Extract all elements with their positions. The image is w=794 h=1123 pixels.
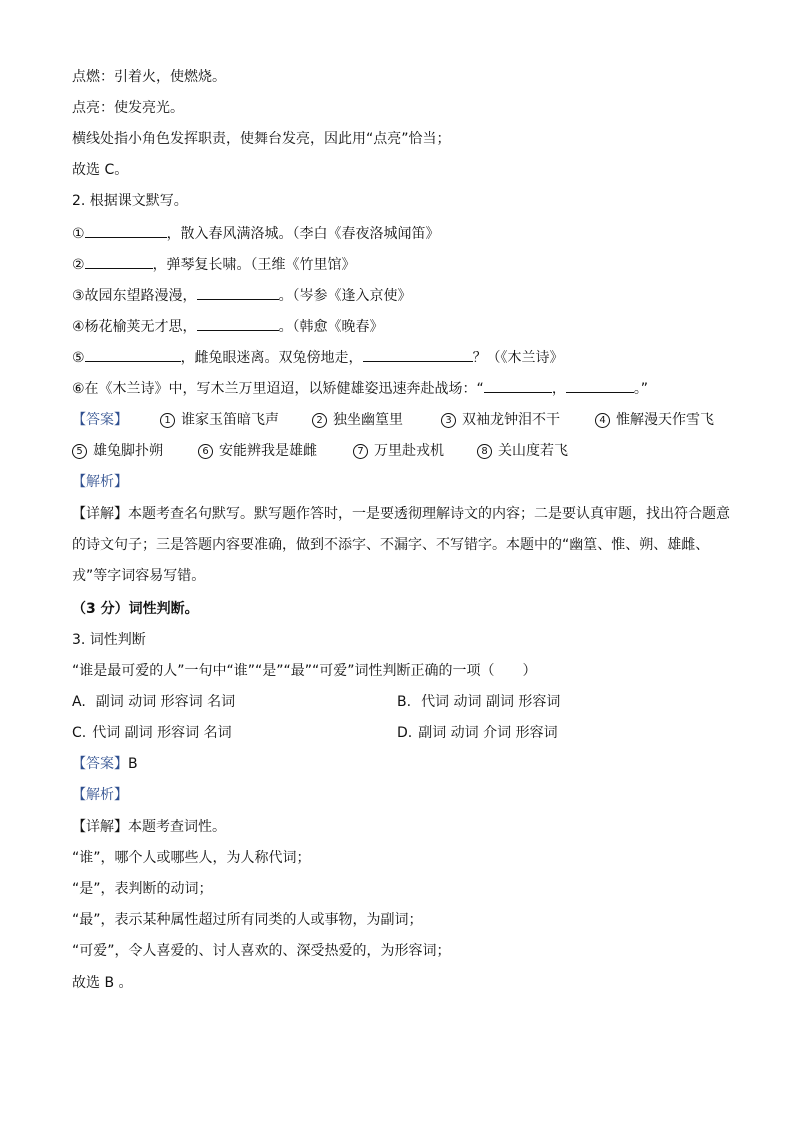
option-a[interactable]: [72, 692, 235, 712]
item-prefix: ⑤: [72, 350, 85, 366]
answer-item: [312, 410, 403, 430]
q3-options-row-2: [72, 723, 732, 743]
option-text: 代词 动词 副词 形容词: [421, 694, 561, 710]
q3-answer: [72, 754, 138, 774]
answer-blank[interactable]: [363, 347, 473, 362]
answer-blank[interactable]: [566, 378, 634, 393]
answer-text: 安能辨我是雄雌: [219, 443, 317, 459]
q3-detail-intro: [72, 817, 226, 837]
option-text: 副词 动词 形容词 名词: [95, 694, 236, 710]
option-label: A.: [72, 694, 86, 710]
answer-text: 雄兔脚扑朔: [93, 443, 163, 459]
q2-item-5: [72, 347, 564, 368]
circled-number: 4: [595, 413, 610, 428]
item-middle: ，雌兔眼迷离。双兔傍地走，: [180, 350, 363, 366]
option-c[interactable]: [72, 723, 232, 743]
answer-blank[interactable]: [85, 254, 153, 269]
answer-tag: 【答案】: [72, 756, 128, 772]
answer-text: 独坐幽篁里: [333, 412, 403, 428]
circled-number: 2: [312, 413, 327, 428]
item-prefix: ②: [72, 257, 85, 273]
answer-blank[interactable]: [484, 378, 552, 393]
answer-item: [477, 441, 568, 461]
q3-analysis-tag: 【解析】: [72, 787, 128, 803]
detail-tag: 【详解】: [72, 506, 128, 522]
answer-value: B: [128, 756, 138, 772]
answer-blank[interactable]: [197, 316, 279, 331]
answer-item: [441, 410, 560, 430]
option-text: 副词 动词 介词 形容词: [418, 725, 558, 741]
q3-question: “谁是最可爱的人”一句中“谁”“是”“最”“可爱”词性判断正确的一项（ ）: [72, 663, 537, 679]
item-middle: ，: [551, 381, 566, 397]
circled-number: 8: [477, 444, 492, 459]
q3-title: 3. 词性判断: [72, 632, 146, 648]
answer-text: 惟解漫天作雪飞: [616, 412, 714, 428]
answer-item: [595, 410, 714, 430]
detail-text: 本题考查名句默写。默写题作答时，一是要透彻理解诗文的内容；二是要认真审题，找出符合题意的诗文句子；三是答题内容要准确，做到不添字、不漏字、不写错字。本题中的“幽篁、惟、朔、雄雌、戎”等字词容易写错。: [72, 506, 730, 584]
q3-options-row-1: [72, 692, 732, 712]
answer-text: 谁家玉笛暗飞声: [181, 412, 279, 428]
intro-line-3: 横线处指小角色发挥职责，使舞台发亮，因此用“点亮”恰当；: [72, 131, 451, 147]
answer-item: [198, 441, 317, 461]
item-suffix: 。”: [633, 381, 649, 397]
item-suffix: ，散入春风满洛城。（李白《春夜洛城闻笛》: [166, 226, 440, 242]
q2-item-1: [72, 223, 440, 244]
item-suffix: 。（岑参《逢入京使》: [278, 288, 412, 304]
answer-text: 关山度若飞: [498, 443, 568, 459]
intro-line-2: 点亮：使发亮光。: [72, 100, 184, 116]
circled-number: 6: [198, 444, 213, 459]
q2-analysis-tag: 【解析】: [72, 474, 128, 490]
circled-number: 5: [72, 444, 87, 459]
intro-line-1: 点燃：引着火，使燃烧。: [72, 69, 226, 85]
q2-answer-row-1: [72, 410, 732, 430]
answer-text: 双袖龙钟泪不干: [462, 412, 560, 428]
option-b[interactable]: [397, 692, 560, 712]
q2-answer-row-2: [72, 441, 732, 461]
q2-item-3: [72, 285, 412, 306]
option-d[interactable]: [397, 723, 558, 743]
circled-number: 1: [160, 413, 175, 428]
item-prefix: ④杨花榆荚无才思，: [72, 319, 197, 335]
answer-item: [160, 410, 279, 430]
item-prefix: ①: [72, 226, 85, 242]
option-label: B.: [397, 694, 412, 710]
item-suffix: ？（《木兰诗》: [472, 350, 564, 366]
option-text: 代词 副词 形容词 名词: [92, 725, 232, 741]
item-suffix: 。（韩愈《晚春》: [278, 319, 384, 335]
option-label: D.: [397, 725, 413, 741]
q2-item-6: [72, 378, 648, 399]
answer-text: 万里赴戎机: [374, 443, 444, 459]
answer-tag: 【答案】: [72, 412, 128, 428]
option-label: C.: [72, 725, 87, 741]
q3-detail-line-3: “最”，表示某种属性超过所有同类的人或事物，为副词；: [72, 912, 423, 928]
detail-text: 本题考查词性。: [128, 819, 226, 835]
item-suffix: ，弹琴复长啸。（王维《竹里馆》: [152, 257, 356, 273]
section3-heading: （3 分）词性判断。: [72, 601, 199, 617]
intro-line-4: 故选 C。: [72, 162, 129, 178]
q3-detail-line-2: “是”，表判断的动词；: [72, 881, 213, 897]
q2-detail: [72, 499, 732, 592]
detail-tag: 【详解】: [72, 819, 128, 835]
q2-item-4: [72, 316, 384, 337]
q3-detail-line-5: 故选 B 。: [72, 975, 133, 991]
answer-item: [72, 441, 163, 461]
answer-blank[interactable]: [85, 347, 181, 362]
answer-blank[interactable]: [197, 285, 279, 300]
q3-detail-line-4: “可爱”，令人喜爱的、讨人喜欢的、深受热爱的，为形容词；: [72, 943, 451, 959]
q3-detail-line-1: “谁”，哪个人或哪些人，为人称代词；: [72, 850, 311, 866]
q2-item-2: [72, 254, 356, 275]
item-prefix: ⑥在《木兰诗》中，写木兰万里迢迢，以矫健雄姿迅速奔赴战场：“: [72, 381, 484, 397]
item-prefix: ③故园东望路漫漫，: [72, 288, 197, 304]
circled-number: 7: [353, 444, 368, 459]
circled-number: 3: [441, 413, 456, 428]
answer-blank[interactable]: [85, 223, 167, 238]
answer-item: [353, 441, 444, 461]
q2-title: 2. 根据课文默写。: [72, 193, 188, 209]
